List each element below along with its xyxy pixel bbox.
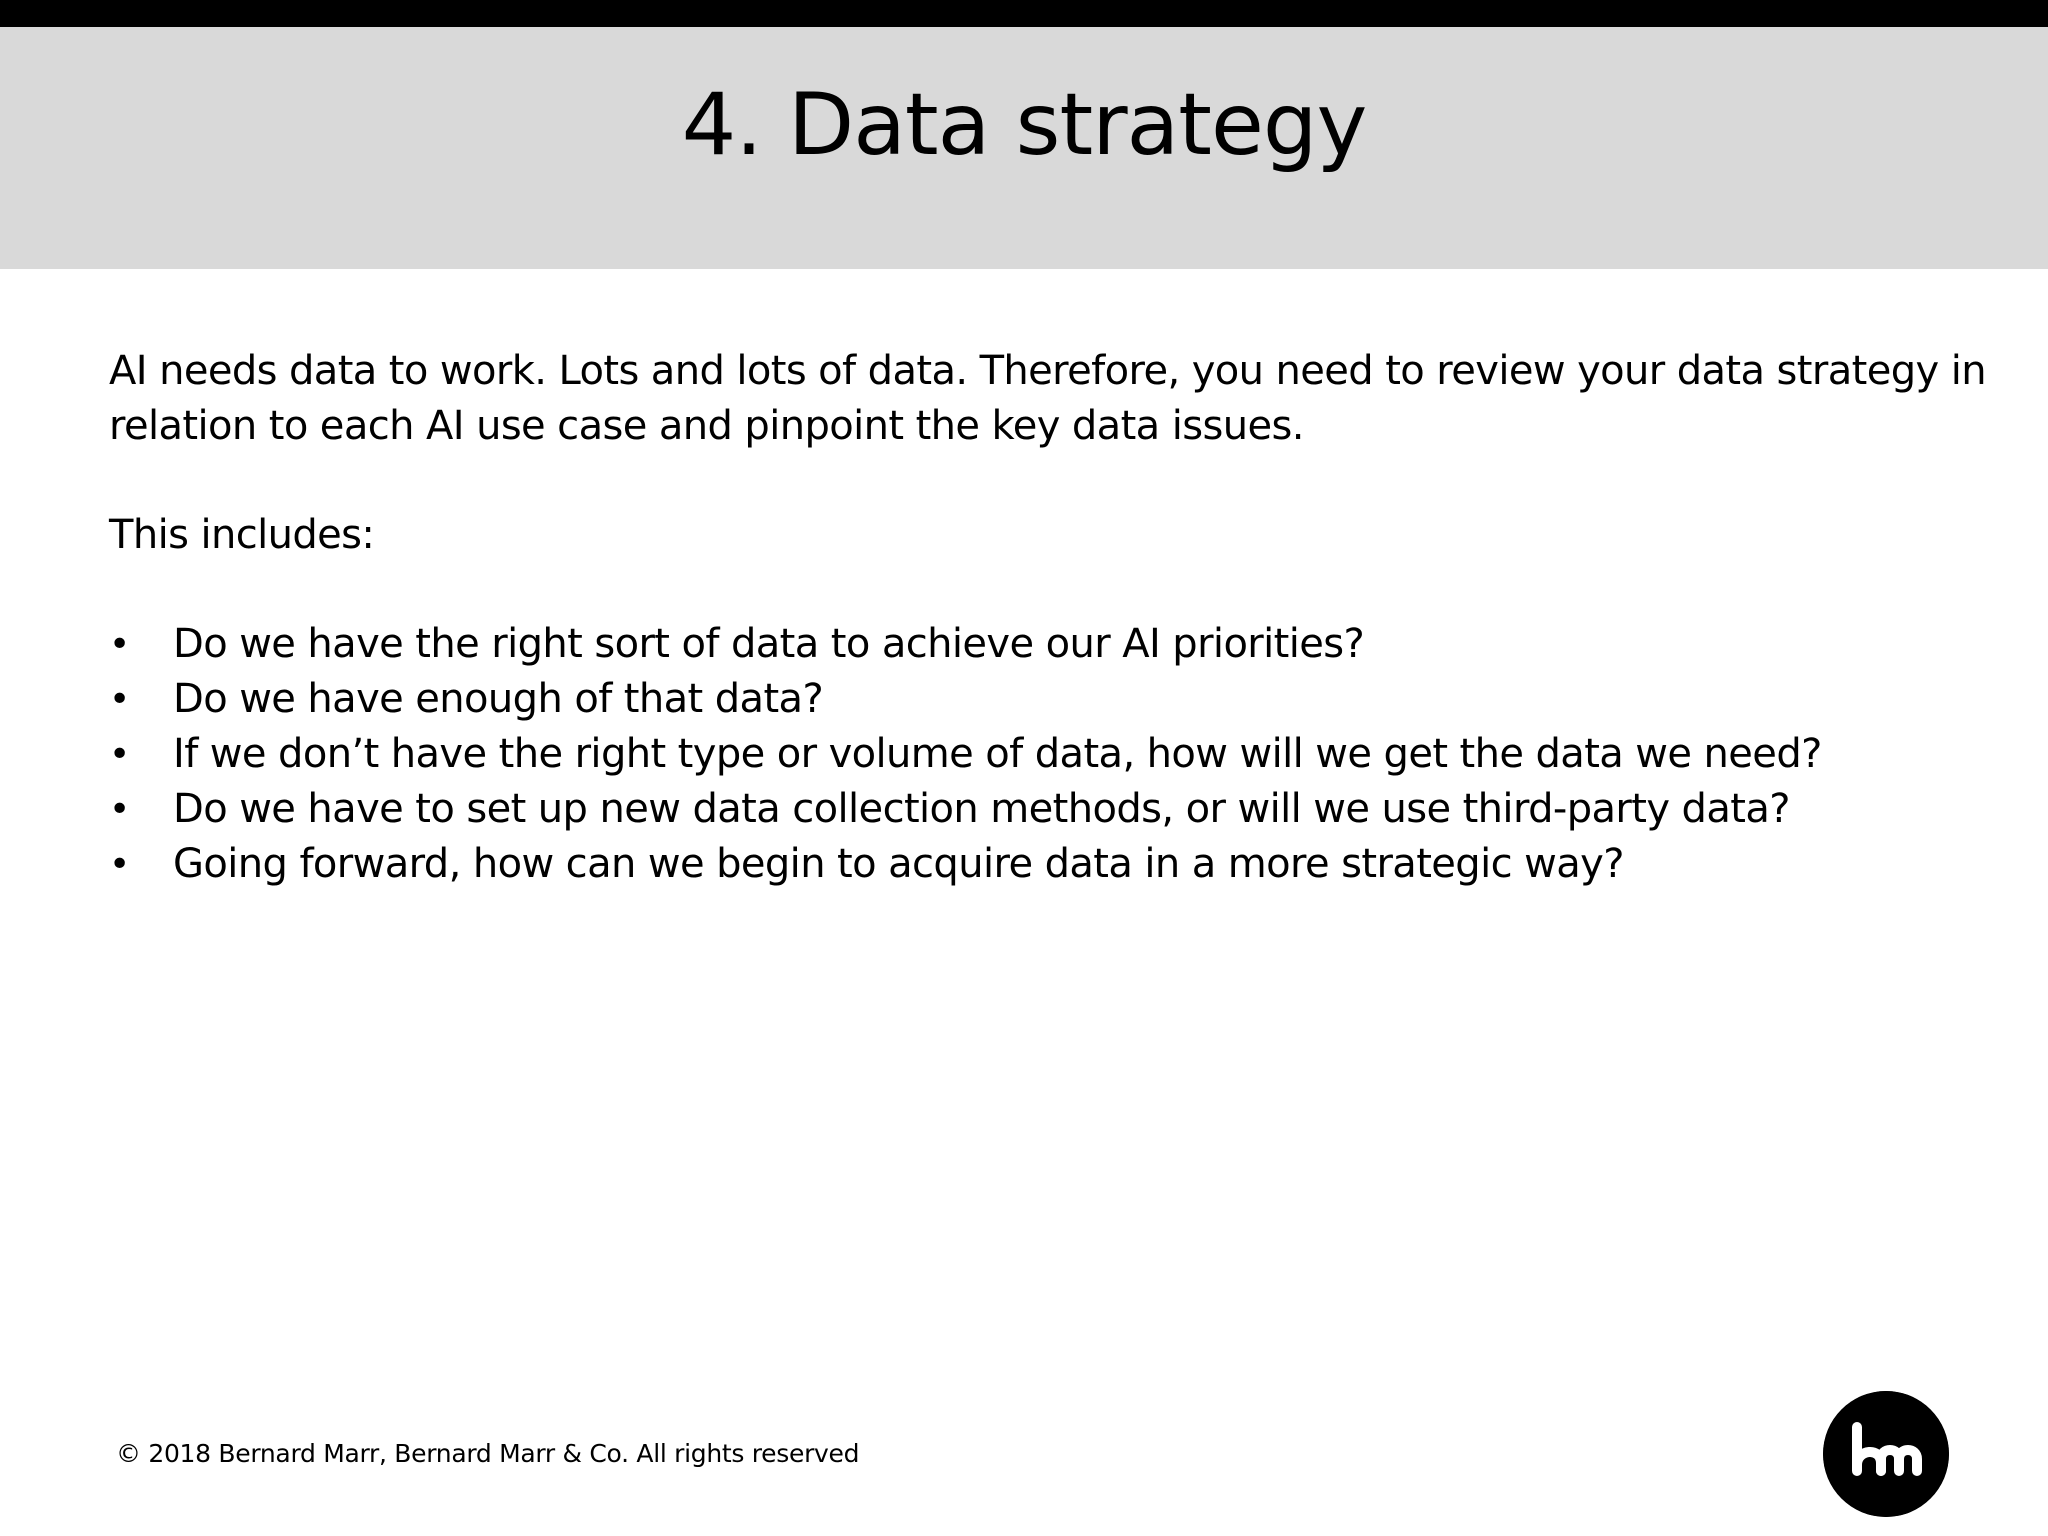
bullet-text: If we don’t have the right type or volume of data, how will we get the data we need?	[173, 731, 1822, 777]
bullet-marker: •	[109, 679, 130, 720]
bullet-text: Do we have enough of that data?	[173, 676, 824, 722]
bullet-item	[109, 782, 2009, 837]
bullet-text: Do we have to set up new data collection methods, or will we use third-party data?	[173, 786, 1790, 832]
bullet-marker: •	[109, 789, 130, 830]
bullet-marker: •	[109, 844, 130, 885]
includes-label: This includes:	[109, 512, 375, 558]
bullet-marker: •	[109, 624, 130, 665]
intro-paragraph: AI needs data to work. Lots and lots of data. Therefore, you need to review your data strategy in relation to each AI use case and pinpoint the key data issues.	[109, 348, 1986, 449]
bm-logo-icon	[1823, 1391, 1949, 1517]
title-band	[0, 27, 2048, 269]
bullet-list	[109, 617, 2009, 892]
bullet-marker: •	[109, 734, 130, 775]
slide-title: 4. Data strategy	[681, 75, 1367, 175]
top-bar	[0, 0, 2048, 27]
bullet-item	[109, 617, 2009, 672]
bullet-item	[109, 672, 2009, 727]
bullet-item	[109, 837, 2009, 892]
bullet-item	[109, 727, 2009, 782]
bullet-text: Do we have the right sort of data to achieve our AI priorities?	[173, 621, 1365, 667]
slide-content	[109, 344, 2009, 892]
bullet-text: Going forward, how can we begin to acquire data in a more strategic way?	[173, 841, 1624, 887]
copyright-footer: © 2018 Bernard Marr, Bernard Marr & Co. All rights reserved	[116, 1439, 860, 1468]
